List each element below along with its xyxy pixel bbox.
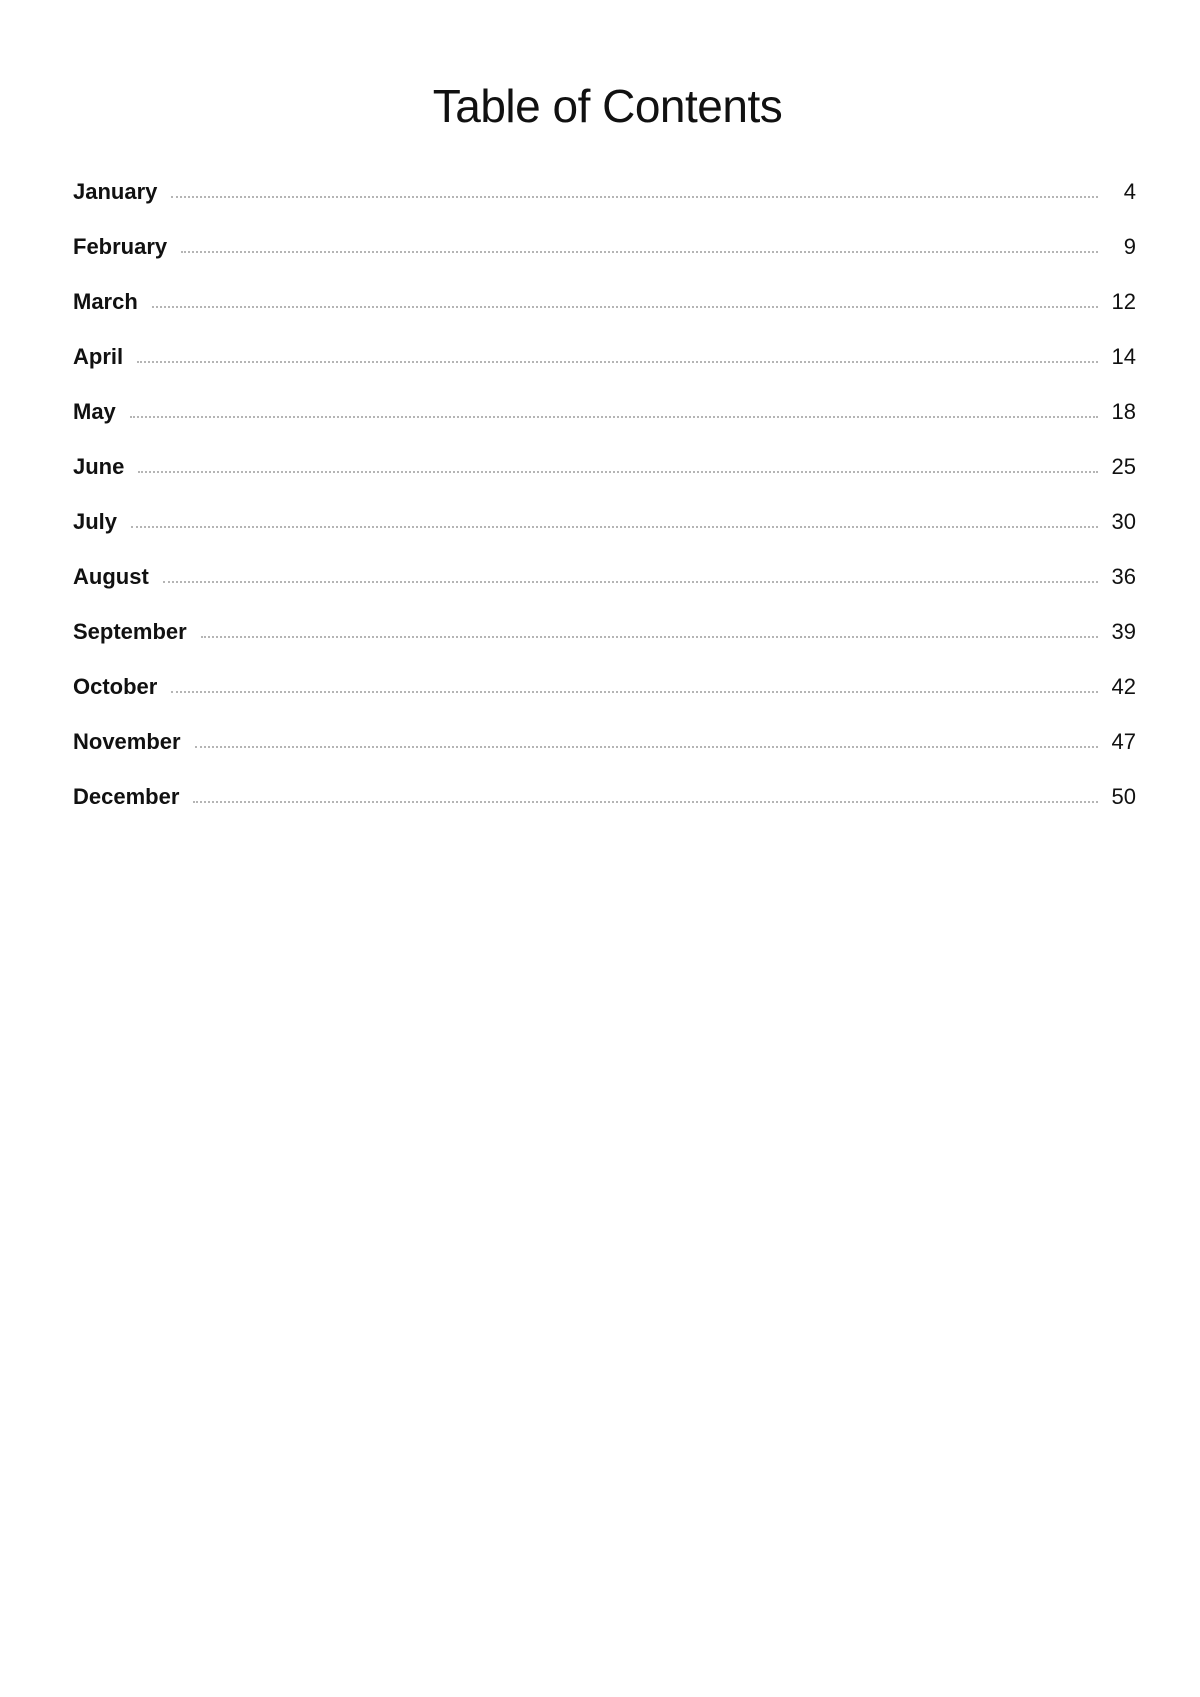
- toc-entry-label: September: [73, 619, 187, 644]
- toc-entry-march[interactable]: [73, 287, 1136, 342]
- dot-leader: [171, 196, 1098, 198]
- toc-entry-label: April: [73, 344, 124, 369]
- toc-entry-label: March: [73, 289, 138, 314]
- toc-entry-page-number: 30: [1111, 509, 1136, 534]
- toc-entry-page-number: 47: [1111, 729, 1136, 754]
- toc-entry-page-number: 4: [1123, 179, 1136, 204]
- toc-entry-page-number: 39: [1111, 619, 1136, 644]
- toc-entry-page-number: 14: [1111, 344, 1136, 369]
- dot-leader: [193, 801, 1098, 803]
- dot-leader: [201, 636, 1098, 638]
- toc-entry-label: October: [73, 674, 158, 699]
- toc-entry-label: November: [73, 729, 181, 754]
- dot-leader: [181, 251, 1098, 253]
- dot-leader: [171, 691, 1098, 693]
- toc-entry-april[interactable]: [73, 342, 1136, 397]
- toc-entry-label: December: [73, 784, 180, 809]
- toc-entry-october[interactable]: [73, 672, 1136, 727]
- toc-entry-december[interactable]: [73, 782, 1136, 837]
- toc-entry-page-number: 50: [1111, 784, 1136, 809]
- toc-entry-page-number: 12: [1111, 289, 1136, 314]
- dot-leader: [163, 581, 1098, 583]
- toc-entry-label: July: [73, 509, 118, 534]
- toc-entry-february[interactable]: [73, 232, 1136, 287]
- toc-entry-january[interactable]: [73, 177, 1136, 232]
- toc-entry-page-number: 36: [1111, 564, 1136, 589]
- toc-entry-label: May: [73, 399, 116, 424]
- page-title: Table of Contents: [432, 80, 783, 132]
- dot-leader: [130, 416, 1098, 418]
- toc-entry-page-number: 9: [1123, 234, 1136, 259]
- toc-entry-page-number: 18: [1111, 399, 1136, 424]
- toc-entry-label: June: [73, 454, 125, 479]
- dot-leader: [131, 526, 1098, 528]
- toc-entry-november[interactable]: [73, 727, 1136, 782]
- toc-entry-september[interactable]: [73, 617, 1136, 672]
- toc-entry-label: February: [73, 234, 168, 259]
- toc-list: [73, 177, 1136, 837]
- dot-leader: [137, 361, 1098, 363]
- toc-entry-august[interactable]: [73, 562, 1136, 617]
- dot-leader: [152, 306, 1098, 308]
- dot-leader: [195, 746, 1098, 748]
- toc-entry-may[interactable]: [73, 397, 1136, 452]
- toc-entry-page-number: 25: [1111, 454, 1136, 479]
- toc-entry-june[interactable]: [73, 452, 1136, 507]
- toc-entry-label: August: [73, 564, 149, 589]
- toc-entry-page-number: 42: [1111, 674, 1136, 699]
- toc-entry-july[interactable]: [73, 507, 1136, 562]
- dot-leader: [138, 471, 1098, 473]
- toc-entry-label: January: [73, 179, 158, 204]
